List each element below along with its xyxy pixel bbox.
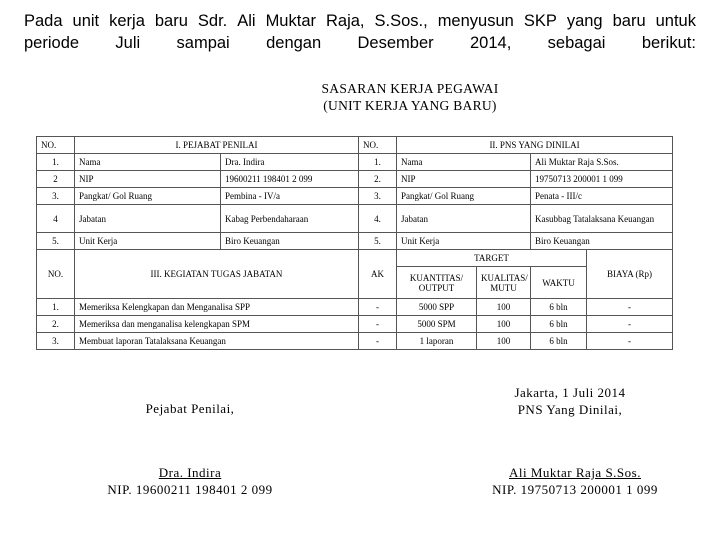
row-number: 3. [359, 188, 397, 205]
signature-name: Ali Muktar Raja S.Sos. [509, 465, 641, 480]
activity-ak: - [359, 316, 397, 333]
field-label: Nama [75, 154, 221, 171]
table-row [37, 171, 673, 188]
row-number: 1. [37, 154, 75, 171]
activity-ak: - [359, 299, 397, 316]
activity-kualitas: 100 [477, 299, 531, 316]
field-value: Penata - III/c [531, 188, 673, 205]
intro-word: untuk [655, 12, 696, 30]
field-label: NIP [75, 171, 221, 188]
header-pns-dinilai: II. PNS YANG DINILAI [397, 137, 673, 154]
row-number: 3. [37, 333, 75, 350]
intro-word: Ali [237, 12, 256, 30]
activity-kuantitas: 1 laporan [397, 333, 477, 350]
row-number: 2. [359, 171, 397, 188]
activity-description: Membuat laporan Tatalaksana Keuangan [75, 333, 359, 350]
skp-table [36, 136, 673, 350]
activity-kuantitas: 5000 SPM [397, 316, 477, 333]
signature-name: Dra. Indira [158, 465, 222, 480]
activity-header-row [37, 250, 673, 267]
intro-word: Sdr. [197, 12, 228, 30]
intro-paragraph [24, 10, 696, 54]
row-number: 5. [359, 233, 397, 250]
intro-word: Pada [24, 12, 63, 30]
header-biaya: BIAYA (Rp) [587, 250, 673, 299]
field-label: Nama [397, 154, 531, 171]
intro-word: S.Sos., [374, 12, 428, 30]
row-number: 3. [37, 188, 75, 205]
intro-line-2 [24, 32, 696, 54]
table-row [37, 333, 673, 350]
table-row [37, 233, 673, 250]
activity-kuantitas: 5000 SPP [397, 299, 477, 316]
intro-word: berikut: [641, 34, 696, 52]
field-value: Ali Muktar Raja S.Sos. [531, 154, 673, 171]
intro-word: sebagai [547, 34, 606, 52]
intro-word: sampai [176, 34, 230, 52]
signature-left-name-block [60, 464, 320, 498]
intro-word: menyusun [437, 12, 514, 30]
field-value: Dra. Indira [221, 154, 359, 171]
intro-word: periode [24, 34, 80, 52]
signature-role: PNS Yang Dinilai, [517, 402, 623, 417]
row-number: 4. [359, 205, 397, 233]
field-label: Unit Kerja [75, 233, 221, 250]
intro-word: 2014, [470, 34, 512, 52]
activity-waktu: 6 bln [531, 333, 587, 350]
field-label: NIP [397, 171, 531, 188]
table-row [37, 188, 673, 205]
header-kegiatan: III. KEGIATAN TUGAS JABATAN [75, 250, 359, 299]
row-number: 2. [37, 316, 75, 333]
activity-biaya: - [587, 333, 673, 350]
table-row [37, 299, 673, 316]
row-number: 1. [359, 154, 397, 171]
row-number: 5. [37, 233, 75, 250]
activity-biaya: - [587, 299, 673, 316]
activity-waktu: 6 bln [531, 316, 587, 333]
activity-description: Memeriksa dan menganalisa kelengkapan SPM [75, 316, 359, 333]
header-no-2: NO. [359, 137, 397, 154]
intro-word: baru [612, 12, 646, 30]
header-waktu: WAKTU [531, 267, 587, 299]
header-kuantitas: KUANTITAS/ OUTPUT [397, 267, 477, 299]
row-number: 4 [37, 205, 75, 233]
table-header-row [37, 137, 673, 154]
row-number: 2 [37, 171, 75, 188]
row-number: 1. [37, 299, 75, 316]
activity-ak: - [359, 333, 397, 350]
header-kualitas: KUALITAS/ MUTU [477, 267, 531, 299]
signature-nip: NIP. 19600211 198401 2 099 [107, 482, 273, 497]
activity-kualitas: 100 [477, 333, 531, 350]
header-target: TARGET [397, 250, 587, 267]
intro-word: SKP [523, 12, 557, 30]
activity-kualitas: 100 [477, 316, 531, 333]
field-label: Pangkat/ Gol Ruang [397, 188, 531, 205]
signature-left [120, 400, 260, 417]
signature-right [470, 384, 670, 418]
activity-waktu: 6 bln [531, 299, 587, 316]
title-line-2: (UNIT KERJA YANG BARU) [323, 98, 497, 113]
header-no-activity: NO. [37, 250, 75, 299]
signature-right-name-block [440, 464, 710, 498]
intro-line-1 [24, 10, 696, 32]
field-value: Pembina - IV/a [221, 188, 359, 205]
field-label: Jabatan [75, 205, 221, 233]
intro-word: kerja [109, 12, 145, 30]
table-row [37, 154, 673, 171]
activity-biaya: - [587, 316, 673, 333]
header-ak: AK [359, 250, 397, 299]
intro-word: dengan [266, 34, 322, 52]
field-value: Biro Keuangan [221, 233, 359, 250]
field-value: Biro Keuangan [531, 233, 673, 250]
field-label: Jabatan [397, 205, 531, 233]
intro-word: Raja, [325, 12, 365, 30]
header-pejabat-penilai: I. PEJABAT PENILAI [75, 137, 359, 154]
intro-word: unit [72, 12, 100, 30]
signature-nip: NIP. 19750713 200001 1 099 [492, 482, 658, 497]
field-label: Pangkat/ Gol Ruang [75, 188, 221, 205]
signature-place-date: Jakarta, 1 Juli 2014 [514, 385, 626, 400]
document-title [260, 80, 560, 114]
table-row [37, 205, 673, 233]
field-label: Unit Kerja [397, 233, 531, 250]
intro-word: Muktar [265, 12, 316, 30]
intro-word: Juli [115, 34, 141, 52]
field-value: Kasubbag Tatalaksana Keuangan [531, 205, 673, 233]
table-row [37, 316, 673, 333]
activity-description: Memeriksa Kelengkapan dan Menganalisa SPP [75, 299, 359, 316]
intro-word: yang [566, 12, 603, 30]
field-value: Kabag Perbendaharaan [221, 205, 359, 233]
field-value: 19750713 200001 1 099 [531, 171, 673, 188]
field-value: 19600211 198401 2 099 [221, 171, 359, 188]
title-line-1: SASARAN KERJA PEGAWAI [321, 81, 499, 96]
signature-role: Pejabat Penilai, [145, 401, 235, 416]
header-no: NO. [37, 137, 75, 154]
intro-word: Desember [357, 34, 434, 52]
intro-word: baru [154, 12, 188, 30]
